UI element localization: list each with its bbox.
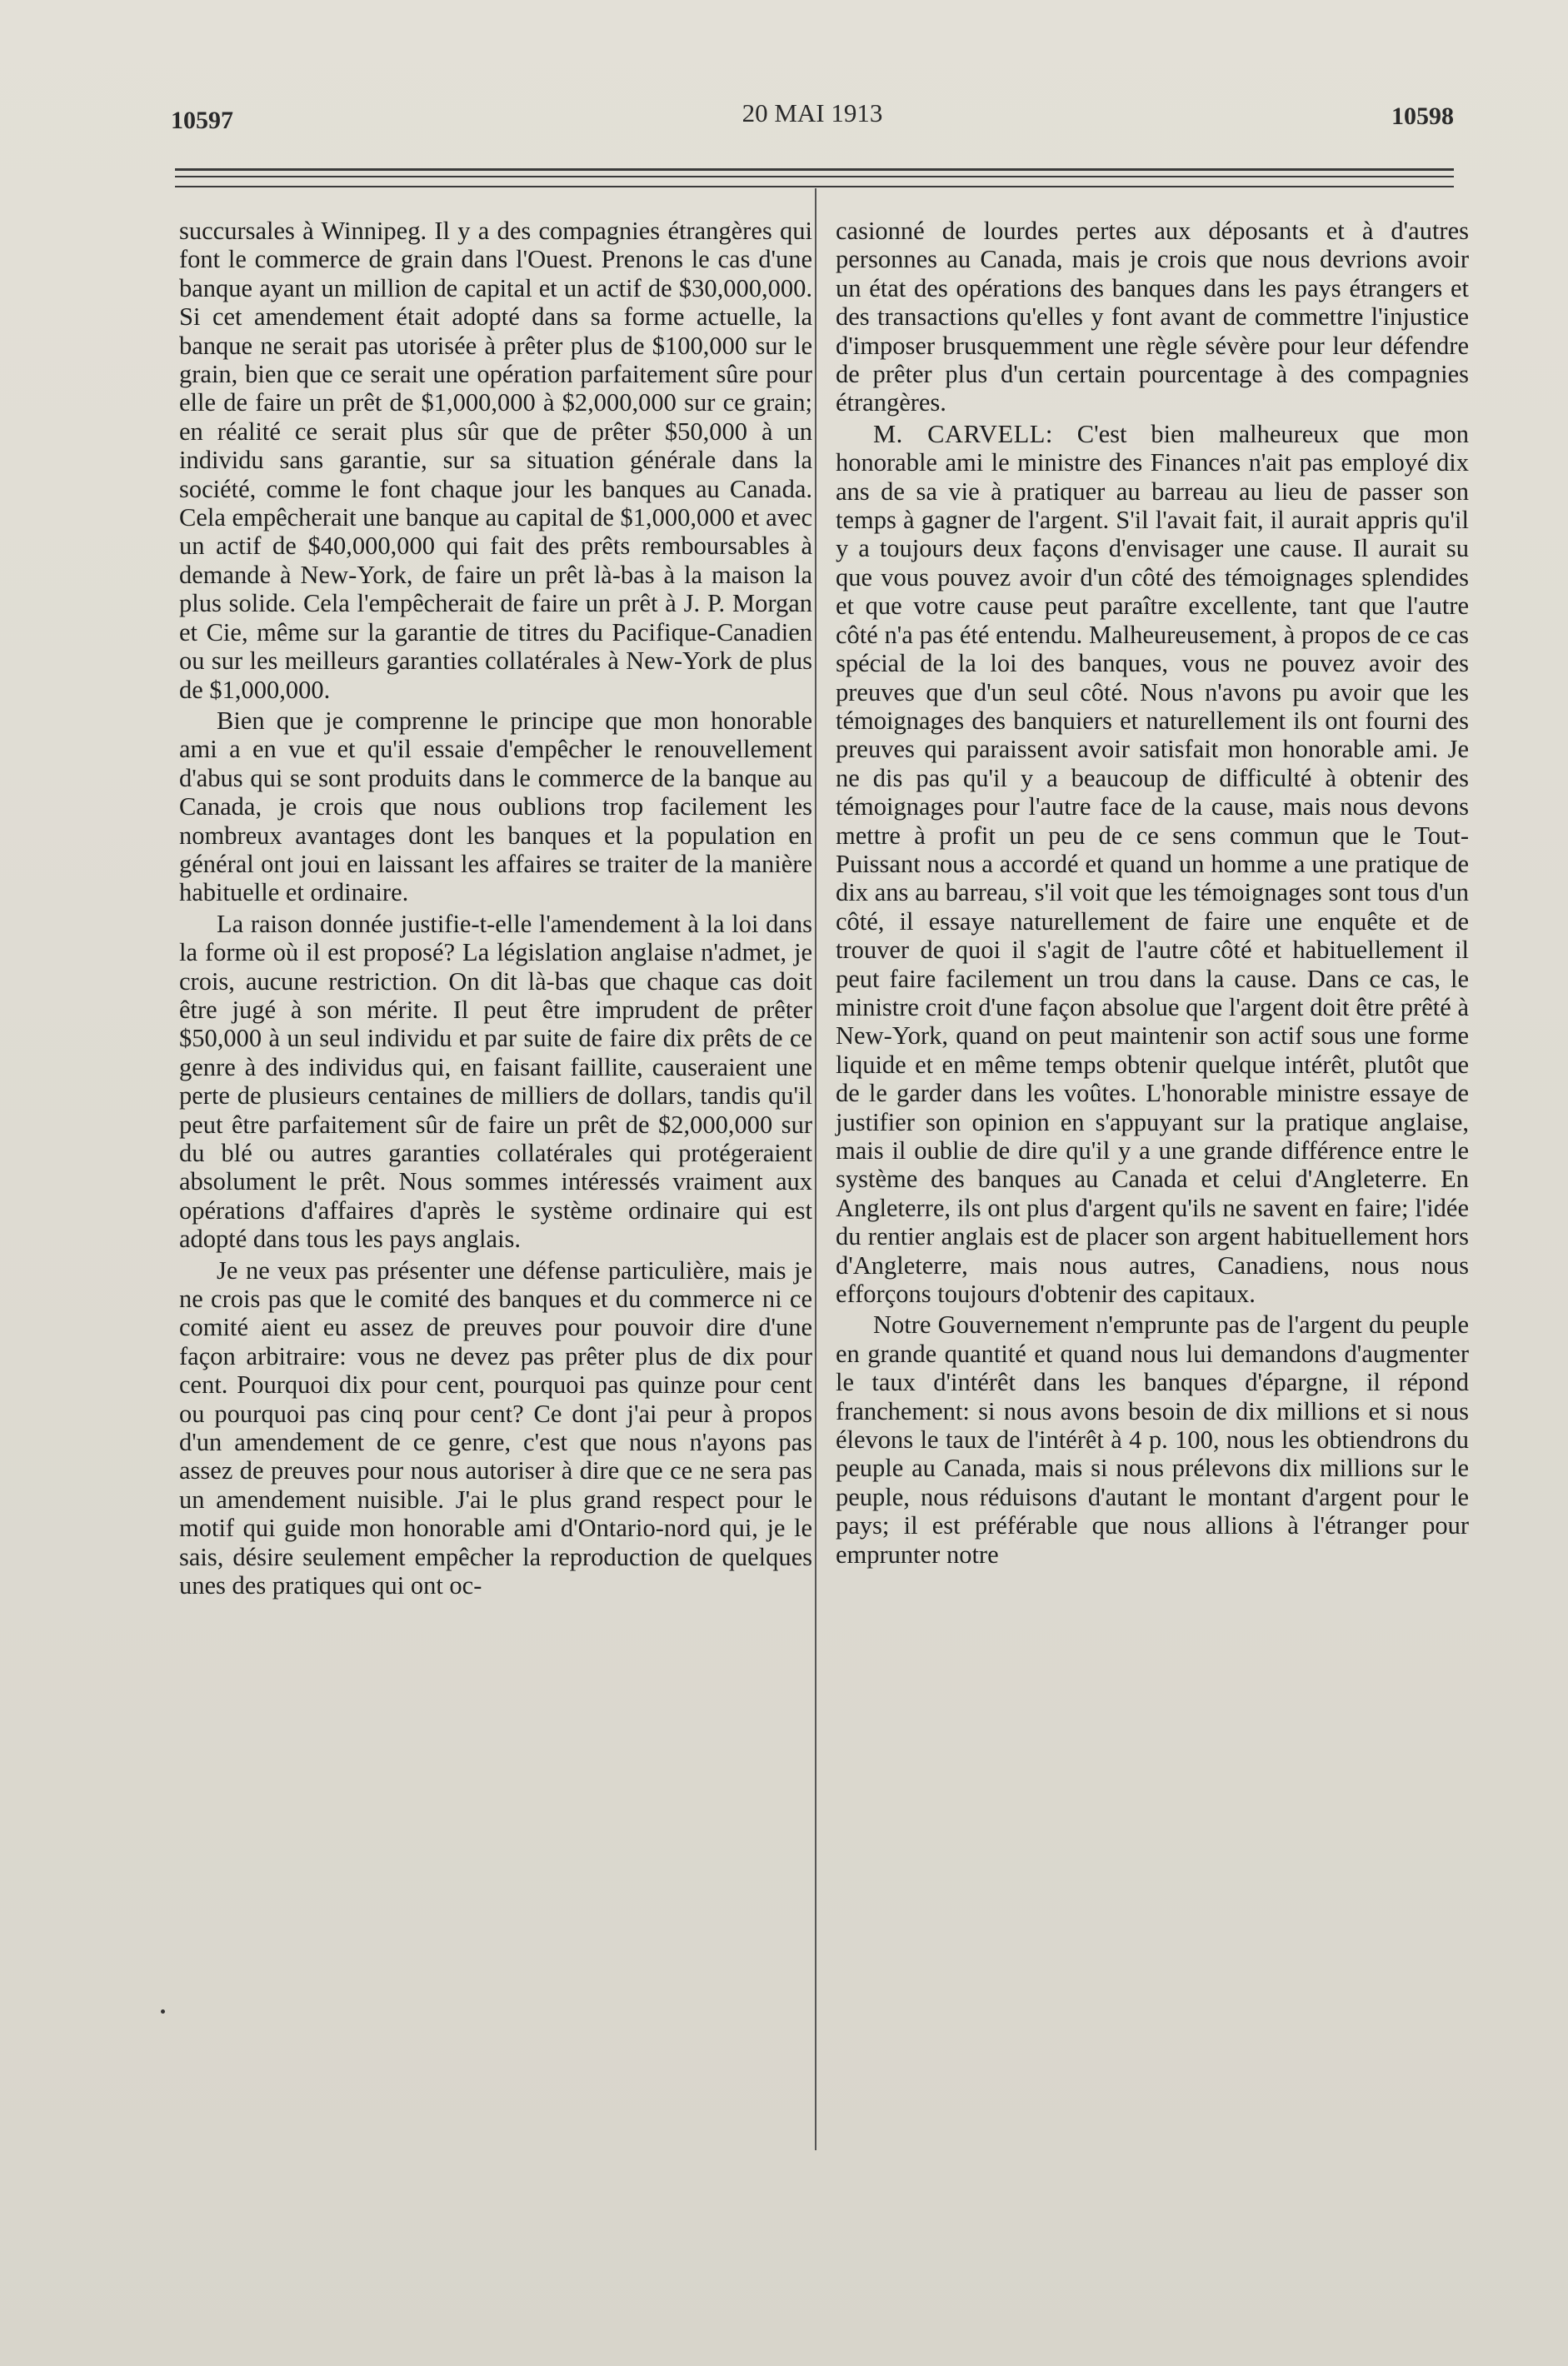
right-continuation-paragraph: casionné de lourdes pertes aux déposants et à d'autres personnes au Canada, mais je crois que nous devrions avoir un état des opérations des banques dans les pays étrangers et des transactions qu'elles y font avant de commettre l'injustice d'imposer brusquemment une règle sévère pour leur défendre de prêter plus d'un certain pourcentage à des compagnies étrangères. [836,217,1469,417]
left-column [179,217,812,1603]
header-rule-middle [175,176,1454,177]
speech-text: C'est bien malheureux que mon honorable ami le ministre des Finances n'ait pas employé dix ans de sa vie à pratiquer au barreau au lieu de passer son temps à gagner de l'argent. S'il l'avait fait, il aurait appris qu'il y a toujours deux façons d'envisager une cause. Il aurait su que vous pouvez avoir d'un côté des témoignages splendides et que votre cause peut paraître excellente, tant que l'autre côté n'a pas été entendu. Malheureusement, à propos de ce cas spécial de la loi des banques, vous ne pouvez avoir des preuves que d'un seul côté. Nous n'avons pu avoir que les témoignages des banquiers et naturellement ils ont fourni des preuves qui paraissent avoir satisfait mon honorable ami. Je ne dis pas qu'il y a beaucoup de difficulté à obtenir des témoignages pour l'autre face de la cause, mais nous devons mettre à profit un peu de ce sens commun que le Tout-Puissant nous a accordé et quand un homme a une pratique de dix ans au barreau, s'il voit que les témoignages sont tous d'un côté, il essaye naturellement de faire une enquête et de trouver de quoi il s'agit de l'autre côté et habituellement il peut faire facilement un trou dans la cause. Dans ce cas, le ministre croit d'une façon absolue que l'argent doit être prêté à New-York, quand on peut maintenir son actif sous une forme liquide et en même temps obtenir quelque intérêt, plutôt que de le garder dans les voûtes. L'honorable ministre essaye de justifier son opinion en s'appuyant sur la pratique anglaise, mais il oublie de dire qu'il y a une grande différence entre le système des banques au Canada et celui d'Angleterre. En Angleterre, ils ont plus d'argent qu'ils ne savent en faire; l'idée du rentier anglais est de placer son argent habituellement hors d'Angleterre, mais nous autres, Canadiens, nous nous efforçons toujours d'obtenir des capitaux. [836,419,1469,1309]
page-header [171,98,1454,140]
right-paragraph-3: Notre Gouvernement n'emprunte pas de l'argent du peuple en grande quantité et quand nous lui demandons d'augmenter le taux d'intérêt dans les banques d'épargne, il répond franchement: si nous avons besoin de dix millions et si nous élevons le taux de l'intérêt à 4 p. 100, nous les obtiendrons du peuple au Canada, mais si nous prélevons dix millions sur le peuple, nous réduisons d'autant le montant d'argent pour le pays; il est préférable que nous allions à l'étranger pour emprunter notre [836,1310,1469,1569]
right-page-number: 10598 [1391,102,1454,130]
column-divider [815,188,816,2150]
header-rule-bottom [175,186,1454,187]
right-column [836,217,1469,1571]
ink-spot [161,2009,165,2014]
left-paragraph-3: La raison donnée justifie-t-elle l'amendement à la loi dans la forme où il est proposé? La législation anglaise n'admet, je crois, aucune restriction. On dit là-bas que chaque cas doit être jugé à son mérite. Il peut être imprudent de prêter $50,000 à un seul individu et par suite de faire dix prêts de ce genre à des individus qui, en faisant faillite, causeraient une perte de plusieurs centaines de milliers de dollars, tandis qu'il peut être parfaitement sûr de faire un prêt de $2,000,000 sur du blé ou autres garanties collatérales qui protégeraient absolument le prêt. Nous sommes intéressés vraiment aux opérations d'affaires d'après le système ordinaire qui est adopté dans tous les pays anglais. [179,909,812,1254]
left-continuation-paragraph: succursales à Winnipeg. Il y a des compagnies étrangères qui font le commerce de grain dans l'Ouest. Prenons le cas d'une banque ayant un million de capital et un actif de $30,000,000. Si cet amendement était adopté dans sa forme actuelle, la banque ne serait pas utorisée à prêter plus de $100,000 sur le grain, bien que ce serait une opération parfaitement sûre pour elle de faire un prêt de $1,000,000 à $2,000,000 sur ce grain; en réalité ce serait plus sûr que de prêter $50,000 à un individu sans garantie, sur sa situation générale dans la société, comme le font chaque jour les banques au Canada. Cela empêcherait une banque au capital de $1,000,000 et avec un actif de $40,000,000 qui fait des prêts remboursables à demande à New-York, de faire un prêt là-bas à la maison la plus solide. Cela l'empêcherait de faire un prêt à J. P. Morgan et Cie, même sur la garantie de titres du Pacifique-Canadien ou sur les meilleurs garanties collatérales à New-York de plus de $1,000,000. [179,217,812,704]
left-page-number: 10597 [171,107,233,134]
speech-paragraph [836,420,1469,1309]
header-date: 20 MAI 1913 [742,98,883,127]
speaker-name: M. CARVELL: [873,419,1053,448]
left-paragraph-2: Bien que je comprenne le principe que mon honorable ami a en vue et qu'il essaie d'empêcher le renouvellement d'abus qui se sont produits dans le commerce de la banque au Canada, je crois que nous oublions trop facilement les nombreux avantages dont les banques et la population en général ont joui en laissant les affaires se traiter de la manière habituelle et ordinaire. [179,706,812,907]
header-rule-thick [175,168,1454,171]
left-paragraph-4: Je ne veux pas présenter une défense particulière, mais je ne crois pas que le comité des banques et du commerce ni ce comité aient eu assez de preuves pour pouvoir dire d'une façon arbitraire: vous ne devez pas prêter plus de dix pour cent. Pourquoi dix pour cent, pourquoi pas quinze pour cent ou pourquoi pas cinq pour cent? Ce dont j'ai peur à propos d'un amendement de ce genre, c'est que nous n'ayons pas assez de preuves pour nous autoriser à dire que ce ne sera pas un amendement nuisible. J'ai le plus grand respect pour le motif qui guide mon honorable ami d'Ontario-nord qui, je le sais, désire seulement empêcher la reproduction de quelques unes des pratiques qui ont oc- [179,1255,812,1600]
